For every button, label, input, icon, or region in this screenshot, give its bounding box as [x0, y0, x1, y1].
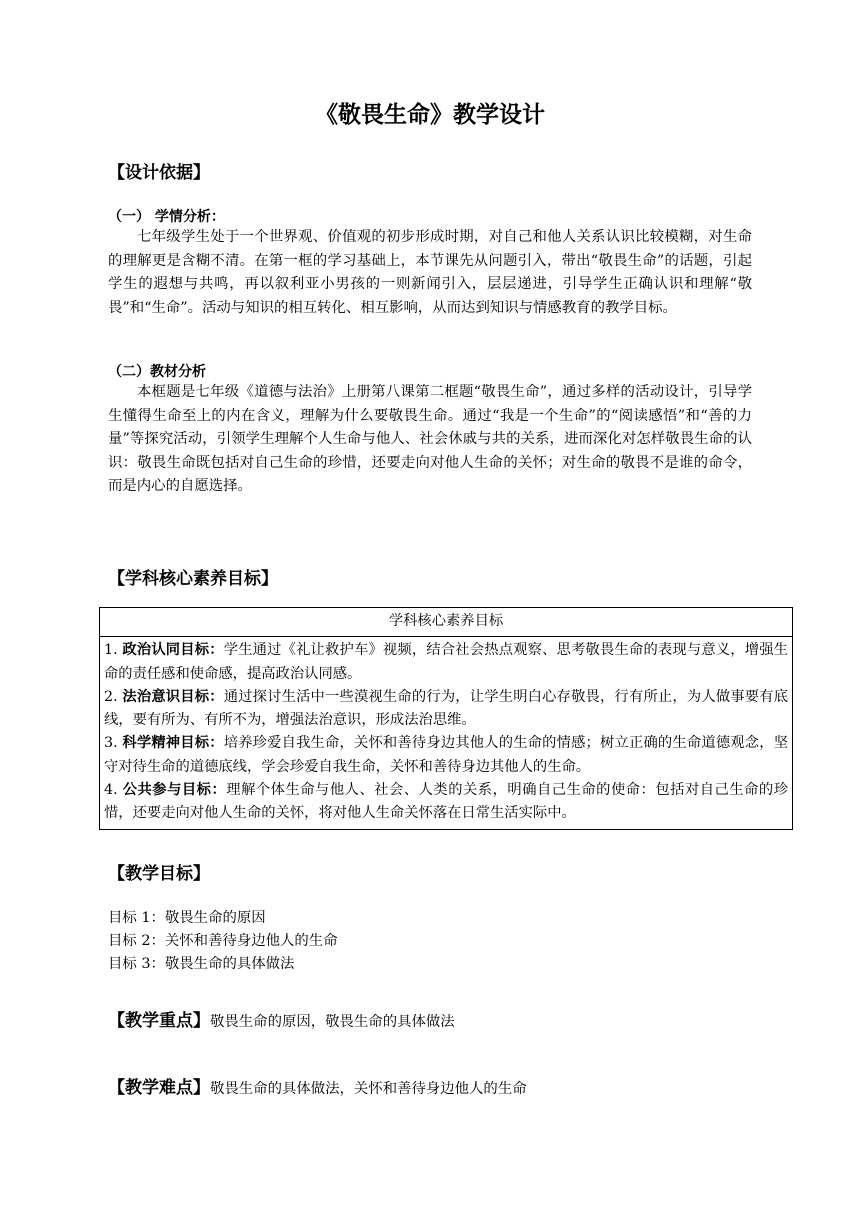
teaching-goal-1: 目标 1：敬畏生命的原因: [108, 910, 266, 926]
goal-number: 4.: [104, 782, 118, 799]
goal-text: 学生通过《礼让救护车》视频，结合社会热点观察、思考敬畏生命的表现与意义，增强生命的责任感和使命感，提高政治认同感。: [104, 642, 789, 682]
teaching-goal-3: 目标 3：敬畏生命的具体做法: [108, 956, 295, 972]
teaching-goal-2: 目标 2：关怀和善待身边他人的生命: [108, 933, 338, 949]
key-points-line: [108, 1006, 455, 1031]
core-goal-item: [104, 686, 788, 733]
subheading-textbook-analysis: （二）教材分析: [108, 364, 206, 380]
student-analysis-text: 七年级学生处于一个世界观、价值观的初步形成时期，对自己和他人关系认识比较模糊，对生命的理解更是含糊不清。在第一框的学习基础上，本节课先从问题引入，带出“敬畏生命”的话题，引起学生的遐想与共鸣，再以叙利亚小男孩的一则新闻引入，层层递进，引导学生正确认识和理解“敬畏”和“生命”。活动与知识的相互转化、相互影响，从而达到知识与情感教育的教学目标。: [108, 229, 752, 316]
core-goal-item: [104, 779, 788, 826]
goal-text: 理解个体生命与他人、社会、人类的关系，明确自己生命的使命：包括对自己生命的珍惜，还要走向对他人生命的关怀，将对他人生命关怀落在日常生活实际中。: [104, 782, 789, 822]
goal-text: 通过探讨生活中一些漠视生命的行为，让学生明白心存敬畏，行有所止，为人做事要有底线，要有所为、有所不为，增强法治意识，形成法治思维。: [104, 688, 789, 729]
section-heading-teaching-goals: 【教学目标】: [108, 864, 210, 884]
difficult-points-text: 敬畏生命的具体做法，关怀和善待身边他人的生命: [210, 1081, 527, 1097]
core-goals-table-body: [100, 637, 793, 829]
textbook-analysis-text: 本框题是七年级《道德与法治》上册第八课第二框题“敬畏生命”，通过多样的活动设计，引导学生懂得生命至上的内在含义，理解为什么要敬畏生命。通过“我是一个生命”的“阅读感悟”和“善的力量”等探究活动，引领学生理解个人生命与他人、社会休戚与共的关系，进而深化对怎样敬畏生命的认识：敬畏生命既包括对自己生命的珍惜，还要走向对他人生命的关怀；对生命的敬畏不是谁的命令，而是内心的自愿选择。: [108, 384, 752, 494]
goal-number: 1.: [104, 642, 118, 659]
key-points-text: 敬畏生命的原因，敬畏生命的具体做法: [210, 1014, 455, 1030]
goal-label: 法治意识目标：: [122, 688, 224, 705]
goal-label: 政治认同目标：: [122, 642, 224, 659]
goal-label: 公共参与目标：: [122, 782, 227, 799]
subheading-student-analysis: （一） 学情分析：: [108, 209, 225, 225]
goal-text: 培养珍爱自我生命，关怀和善待身边其他人的生命的情感；树立正确的生命道德观念，坚守对待生命的道德底线，学会珍爱自我生命，关怀和善待身边其他人的生命。: [104, 735, 789, 775]
core-goals-table: [99, 607, 793, 830]
section-heading-core: 【学科核心素养目标】: [108, 569, 278, 589]
section-heading-basis: 【设计依据】: [108, 163, 210, 183]
goal-number: 2.: [104, 688, 118, 705]
core-goal-item: [104, 732, 788, 779]
goal-number: 3.: [104, 735, 118, 752]
difficult-points-line: [108, 1073, 527, 1098]
section-heading-key-points: 【教学重点】: [108, 1011, 210, 1031]
goal-label: 科学精神目标：: [122, 735, 224, 752]
section-heading-difficult-points: 【教学难点】: [108, 1078, 210, 1098]
core-goals-table-header: 学科核心素养目标: [100, 608, 793, 637]
core-goal-item: [104, 639, 788, 686]
document-title: 《敬畏生命》教学设计: [315, 102, 545, 128]
